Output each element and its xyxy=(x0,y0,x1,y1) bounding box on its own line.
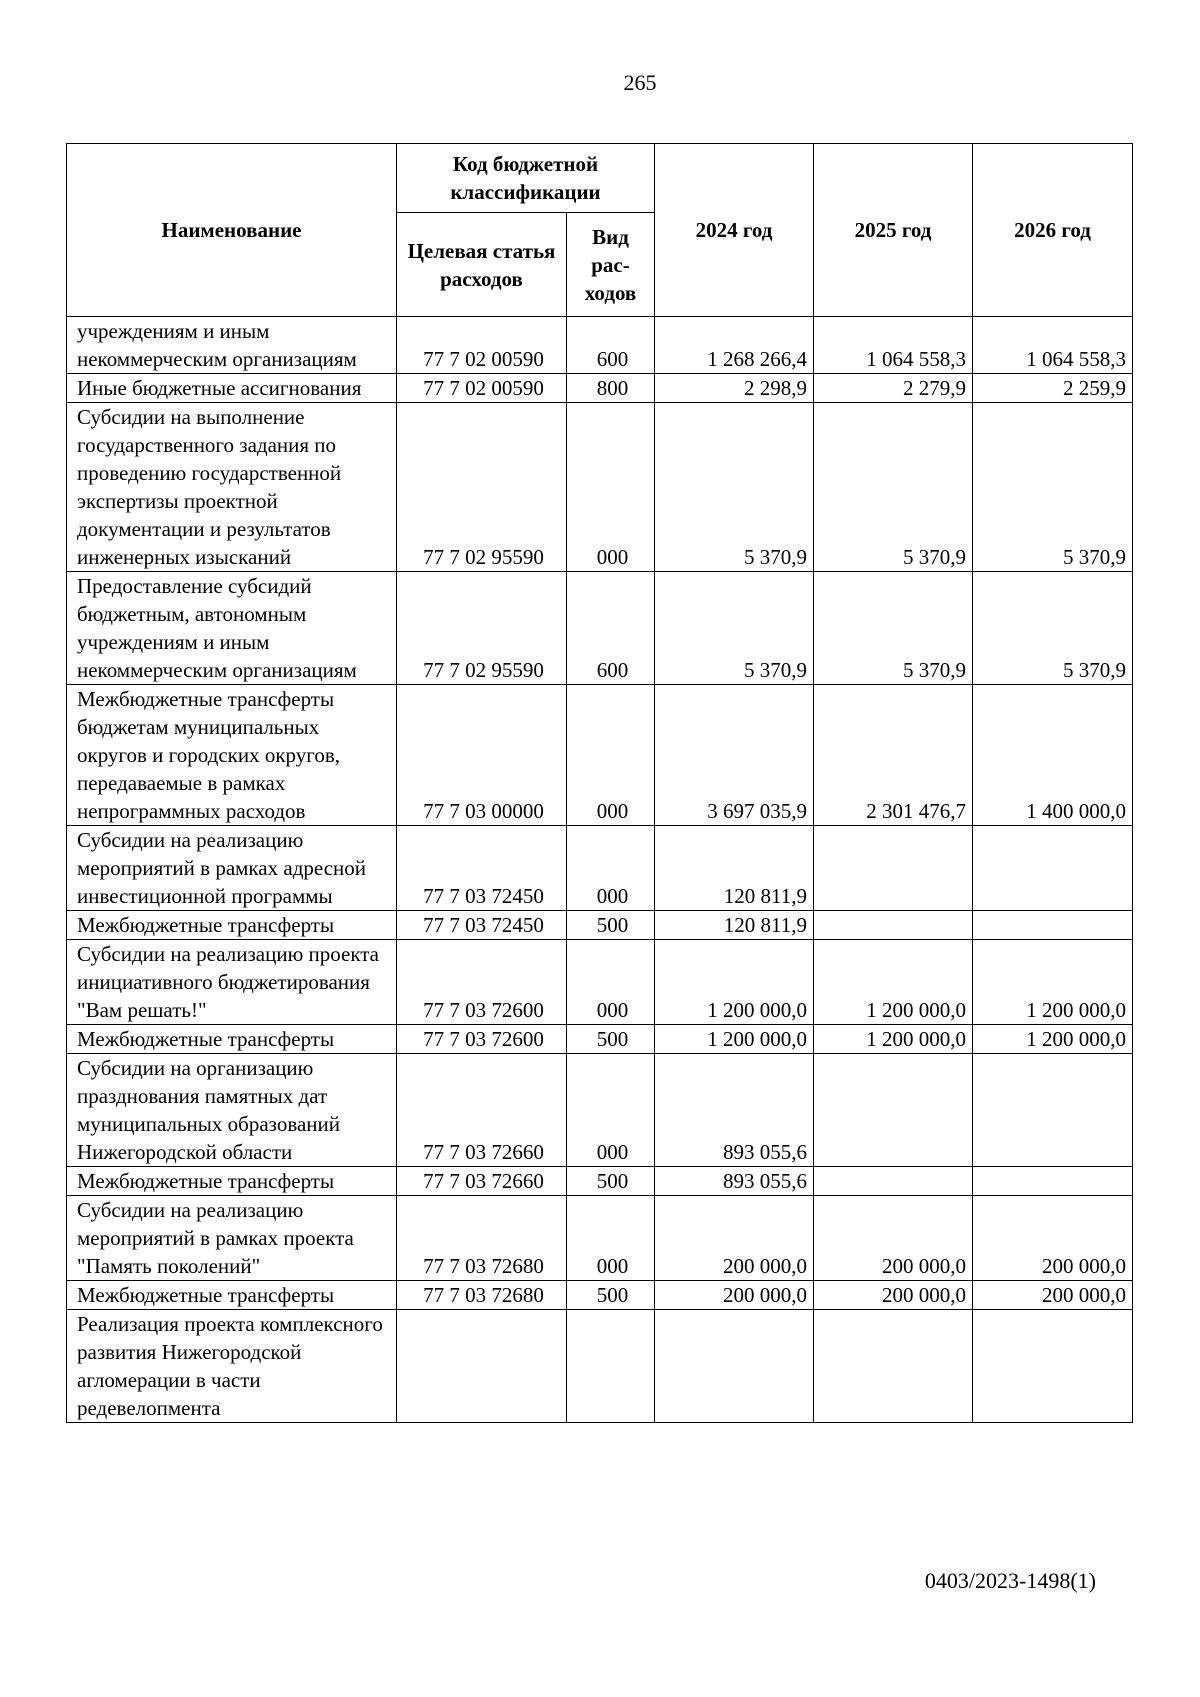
row-amount-2026: 5 370,9 xyxy=(973,403,1133,572)
row-amount-2024: 1 200 000,0 xyxy=(655,940,814,1025)
table-row xyxy=(67,374,1133,403)
row-name: Межбюджетные трансферты xyxy=(67,1025,397,1054)
row-expense-kind xyxy=(567,1310,655,1423)
header-target-article: Целевая статья расходов xyxy=(397,213,567,317)
row-name: Субсидии на выполнение государственного задания по проведению государственной экспертизы проектной документации и результатов инженерных изысканий xyxy=(67,403,397,572)
row-amount-2025 xyxy=(814,1310,973,1423)
row-amount-2024: 2 298,9 xyxy=(655,374,814,403)
header-budget-classification: Код бюджетной классификации xyxy=(397,144,655,213)
table-row xyxy=(67,317,1133,374)
table-row xyxy=(67,1281,1133,1310)
row-name: Субсидии на организацию празднования памятных дат муниципальных образований Нижегородской области xyxy=(67,1054,397,1167)
row-amount-2025: 5 370,9 xyxy=(814,572,973,685)
row-amount-2026: 1 200 000,0 xyxy=(973,1025,1133,1054)
table-row xyxy=(67,1196,1133,1281)
row-amount-2024: 120 811,9 xyxy=(655,911,814,940)
row-expense-kind: 000 xyxy=(567,1196,655,1281)
table-row xyxy=(67,1167,1133,1196)
row-amount-2024: 1 200 000,0 xyxy=(655,1025,814,1054)
page-number: 265 xyxy=(623,70,657,95)
row-amount-2026: 2 259,9 xyxy=(973,374,1133,403)
row-amount-2024 xyxy=(655,1310,814,1423)
header-2026: 2026 год xyxy=(973,144,1133,317)
row-name: Межбюджетные трансферты xyxy=(67,1167,397,1196)
row-expense-kind: 500 xyxy=(567,1025,655,1054)
row-amount-2024: 5 370,9 xyxy=(655,572,814,685)
row-amount-2026: 1 200 000,0 xyxy=(973,940,1133,1025)
table-row xyxy=(67,1310,1133,1423)
header-2024: 2024 год xyxy=(655,144,814,317)
row-amount-2024: 120 811,9 xyxy=(655,826,814,911)
row-expense-kind: 000 xyxy=(567,403,655,572)
row-amount-2025 xyxy=(814,826,973,911)
row-name: Реализация проекта комплексного развития Нижегородской агломерации в части редевелопмента xyxy=(67,1310,397,1423)
row-name: Предоставление субсидий бюджетным, автономным учреждениям и иным некоммерческим организациям xyxy=(67,572,397,685)
row-amount-2024: 5 370,9 xyxy=(655,403,814,572)
row-amount-2025: 1 064 558,3 xyxy=(814,317,973,374)
row-amount-2025: 200 000,0 xyxy=(814,1281,973,1310)
row-name: Субсидии на реализацию проекта инициативного бюджетирования "Вам решать!" xyxy=(67,940,397,1025)
row-name: Межбюджетные трансферты бюджетам муниципальных округов и городских округов, передаваемые в рамках непрограммных расходов xyxy=(67,685,397,826)
row-target-article: 77 7 02 95590 xyxy=(397,572,567,685)
header-expense-kind: Вид рас-ходов xyxy=(567,213,655,317)
table-row xyxy=(67,826,1133,911)
row-amount-2026: 200 000,0 xyxy=(973,1196,1133,1281)
table-row xyxy=(67,685,1133,826)
row-amount-2026: 1 400 000,0 xyxy=(973,685,1133,826)
row-amount-2025: 1 200 000,0 xyxy=(814,1025,973,1054)
row-amount-2026: 1 064 558,3 xyxy=(973,317,1133,374)
document-code: 0403/2023-1498(1) xyxy=(924,1568,1096,1593)
header-2025: 2025 год xyxy=(814,144,973,317)
row-expense-kind: 000 xyxy=(567,685,655,826)
row-name: Межбюджетные трансферты xyxy=(67,911,397,940)
row-expense-kind: 500 xyxy=(567,1167,655,1196)
table-row xyxy=(67,1054,1133,1167)
row-amount-2025: 5 370,9 xyxy=(814,403,973,572)
table-row xyxy=(67,403,1133,572)
table-body xyxy=(67,317,1133,1423)
row-amount-2026 xyxy=(973,911,1133,940)
row-target-article: 77 7 03 72680 xyxy=(397,1281,567,1310)
row-amount-2025 xyxy=(814,1054,973,1167)
row-amount-2025: 2 279,9 xyxy=(814,374,973,403)
row-expense-kind: 500 xyxy=(567,911,655,940)
row-amount-2025: 2 301 476,7 xyxy=(814,685,973,826)
row-amount-2024: 1 268 266,4 xyxy=(655,317,814,374)
row-expense-kind: 500 xyxy=(567,1281,655,1310)
row-target-article xyxy=(397,1310,567,1423)
row-target-article: 77 7 02 00590 xyxy=(397,317,567,374)
row-name: Иные бюджетные ассигнования xyxy=(67,374,397,403)
row-expense-kind: 800 xyxy=(567,374,655,403)
row-target-article: 77 7 02 00590 xyxy=(397,374,567,403)
row-name: Субсидии на реализацию мероприятий в рамках проекта "Память поколений" xyxy=(67,1196,397,1281)
row-target-article: 77 7 02 95590 xyxy=(397,403,567,572)
row-expense-kind: 000 xyxy=(567,1054,655,1167)
row-amount-2024: 893 055,6 xyxy=(655,1167,814,1196)
row-expense-kind: 000 xyxy=(567,826,655,911)
row-amount-2026 xyxy=(973,1167,1133,1196)
row-expense-kind: 600 xyxy=(567,572,655,685)
row-amount-2024: 893 055,6 xyxy=(655,1054,814,1167)
row-expense-kind: 000 xyxy=(567,940,655,1025)
row-expense-kind: 600 xyxy=(567,317,655,374)
table-row xyxy=(67,911,1133,940)
table-row xyxy=(67,940,1133,1025)
table-row xyxy=(67,1025,1133,1054)
row-amount-2026 xyxy=(973,1054,1133,1167)
row-amount-2025: 200 000,0 xyxy=(814,1196,973,1281)
row-amount-2024: 200 000,0 xyxy=(655,1281,814,1310)
row-target-article: 77 7 03 72600 xyxy=(397,940,567,1025)
budget-table xyxy=(66,143,1133,1423)
row-target-article: 77 7 03 72600 xyxy=(397,1025,567,1054)
row-name: Межбюджетные трансферты xyxy=(67,1281,397,1310)
row-amount-2026 xyxy=(973,1310,1133,1423)
row-name: учреждениям и иным некоммерческим организациям xyxy=(67,317,397,374)
row-target-article: 77 7 03 00000 xyxy=(397,685,567,826)
row-amount-2025 xyxy=(814,1167,973,1196)
row-target-article: 77 7 03 72450 xyxy=(397,911,567,940)
row-target-article: 77 7 03 72660 xyxy=(397,1167,567,1196)
row-amount-2026: 5 370,9 xyxy=(973,572,1133,685)
table-row xyxy=(67,572,1133,685)
row-amount-2024: 3 697 035,9 xyxy=(655,685,814,826)
row-amount-2025: 1 200 000,0 xyxy=(814,940,973,1025)
header-name: Наименование xyxy=(67,144,397,317)
row-target-article: 77 7 03 72660 xyxy=(397,1054,567,1167)
row-target-article: 77 7 03 72450 xyxy=(397,826,567,911)
row-amount-2026 xyxy=(973,826,1133,911)
row-amount-2025 xyxy=(814,911,973,940)
row-amount-2024: 200 000,0 xyxy=(655,1196,814,1281)
row-target-article: 77 7 03 72680 xyxy=(397,1196,567,1281)
row-name: Субсидии на реализацию мероприятий в рамках адресной инвестиционной программы xyxy=(67,826,397,911)
row-amount-2026: 200 000,0 xyxy=(973,1281,1133,1310)
